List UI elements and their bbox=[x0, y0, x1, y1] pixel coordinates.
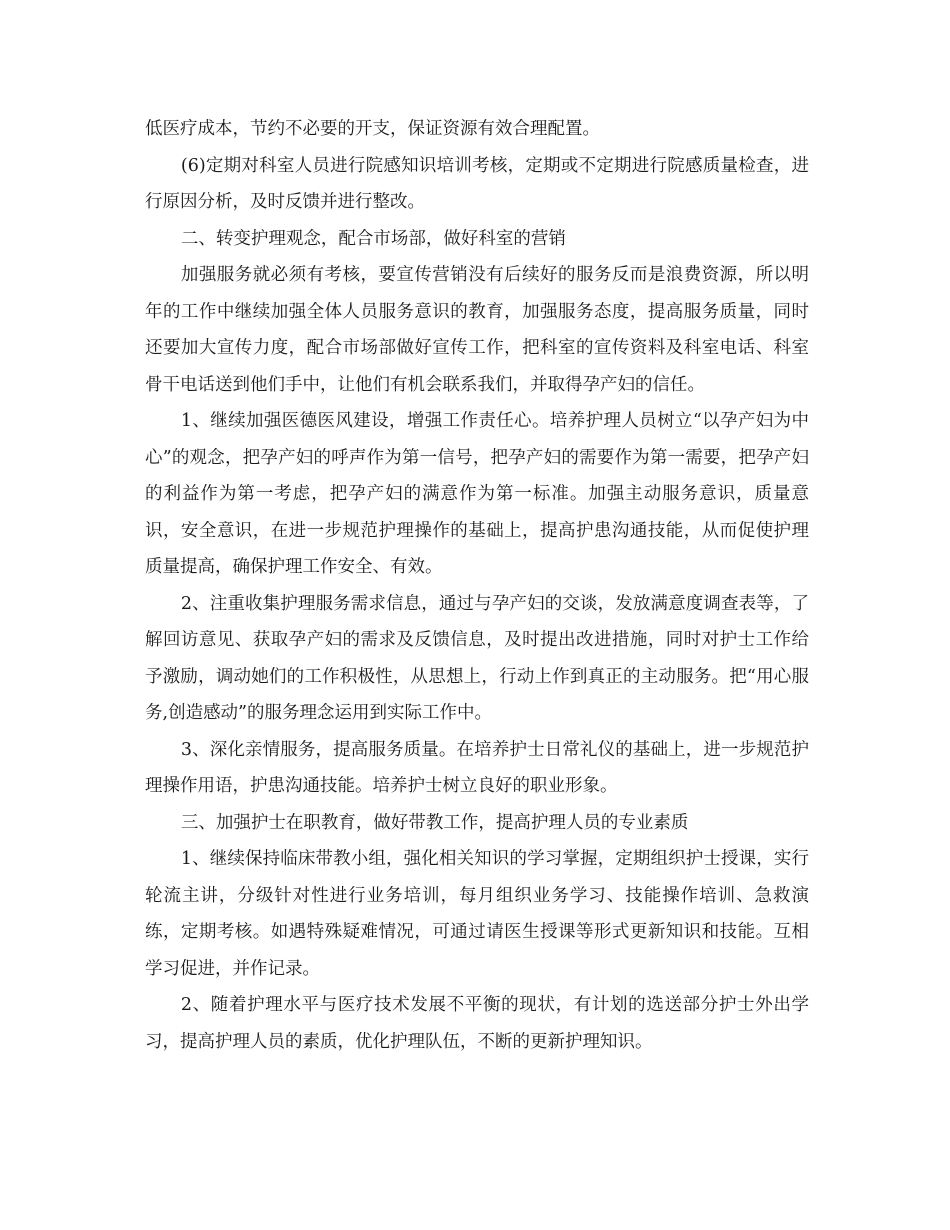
paragraph: 2、随着护理水平与医疗技术发展不平衡的现状，有计划的选送部分护士外出学习，提高护理人员的素质，优化护理队伍，不断的更新护理知识。 bbox=[145, 995, 809, 1052]
document-body bbox=[145, 111, 809, 1060]
paragraph: 3、深化亲情服务，提高服务质量。在培养护士日常礼仪的基础上，进一步规范护理操作用语，护患沟通技能。培养护士树立良好的职业形象。 bbox=[145, 739, 809, 796]
paragraph: 2、注重收集护理服务需求信息，通过与孕产妇的交谈，发放满意度调查表等，了解回访意见、获取孕产妇的需求及反馈信息，及时提出改进措施，同时对护士工作给予激励，调动她们的工作积极性，从思想上，行动上作到真正的主动服务。把“用心服务,创造感动”的服务理念运用到实际工作中。 bbox=[145, 593, 809, 723]
section-heading: 二、转变护理观念，配合市场部，做好科室的营销 bbox=[180, 228, 566, 249]
paragraph: 1、继续保持临床带教小组，强化相关知识的学习掌握，定期组织护士授课，实行轮流主讲，分级针对性进行业务培训，每月组织业务学习、技能操作培训、急救演练，定期考核。如遇特殊疑难情况，可通过请医生授课等形式更新知识和技能。互相学习促进，并作记录。 bbox=[145, 849, 809, 979]
paragraph: (6)定期对科室人员进行院感知识培训考核，定期或不定期进行院感质量检查，进行原因分析，及时反馈并进行整改。 bbox=[145, 155, 809, 212]
paragraph: 低医疗成本，节约不必要的开支，保证资源有效合理配置。 bbox=[145, 119, 600, 139]
paragraph: 1、继续加强医德医风建设，增强工作责任心。培养护理人员树立“以孕产妇为中心”的观念，把孕产妇的呼声作为第一信号，把孕产妇的需要作为第一需要，把孕产妇的利益作为第一考虑，把孕产妇的满意作为第一标准。加强主动服务意识，质量意识，安全意识，在进一步规范护理操作的基础上，提高护患沟通技能，从而促使护理质量提高，确保护理工作安全、有效。 bbox=[145, 411, 809, 577]
section-heading: 三、加强护士在职教育，做好带教工作，提高护理人员的专业素质 bbox=[180, 812, 689, 833]
paragraph: 加强服务就必须有考核，要宣传营销没有后续好的服务反而是浪费资源，所以明年的工作中继续加强全体人员服务意识的教育，加强服务态度，提高服务质量，同时还要加大宣传力度，配合市场部做好宣传工作，把科室的宣传资料及科室电话、科室骨干电话送到他们手中，让他们有机会联系我们，并取得孕产妇的信任。 bbox=[145, 265, 809, 395]
